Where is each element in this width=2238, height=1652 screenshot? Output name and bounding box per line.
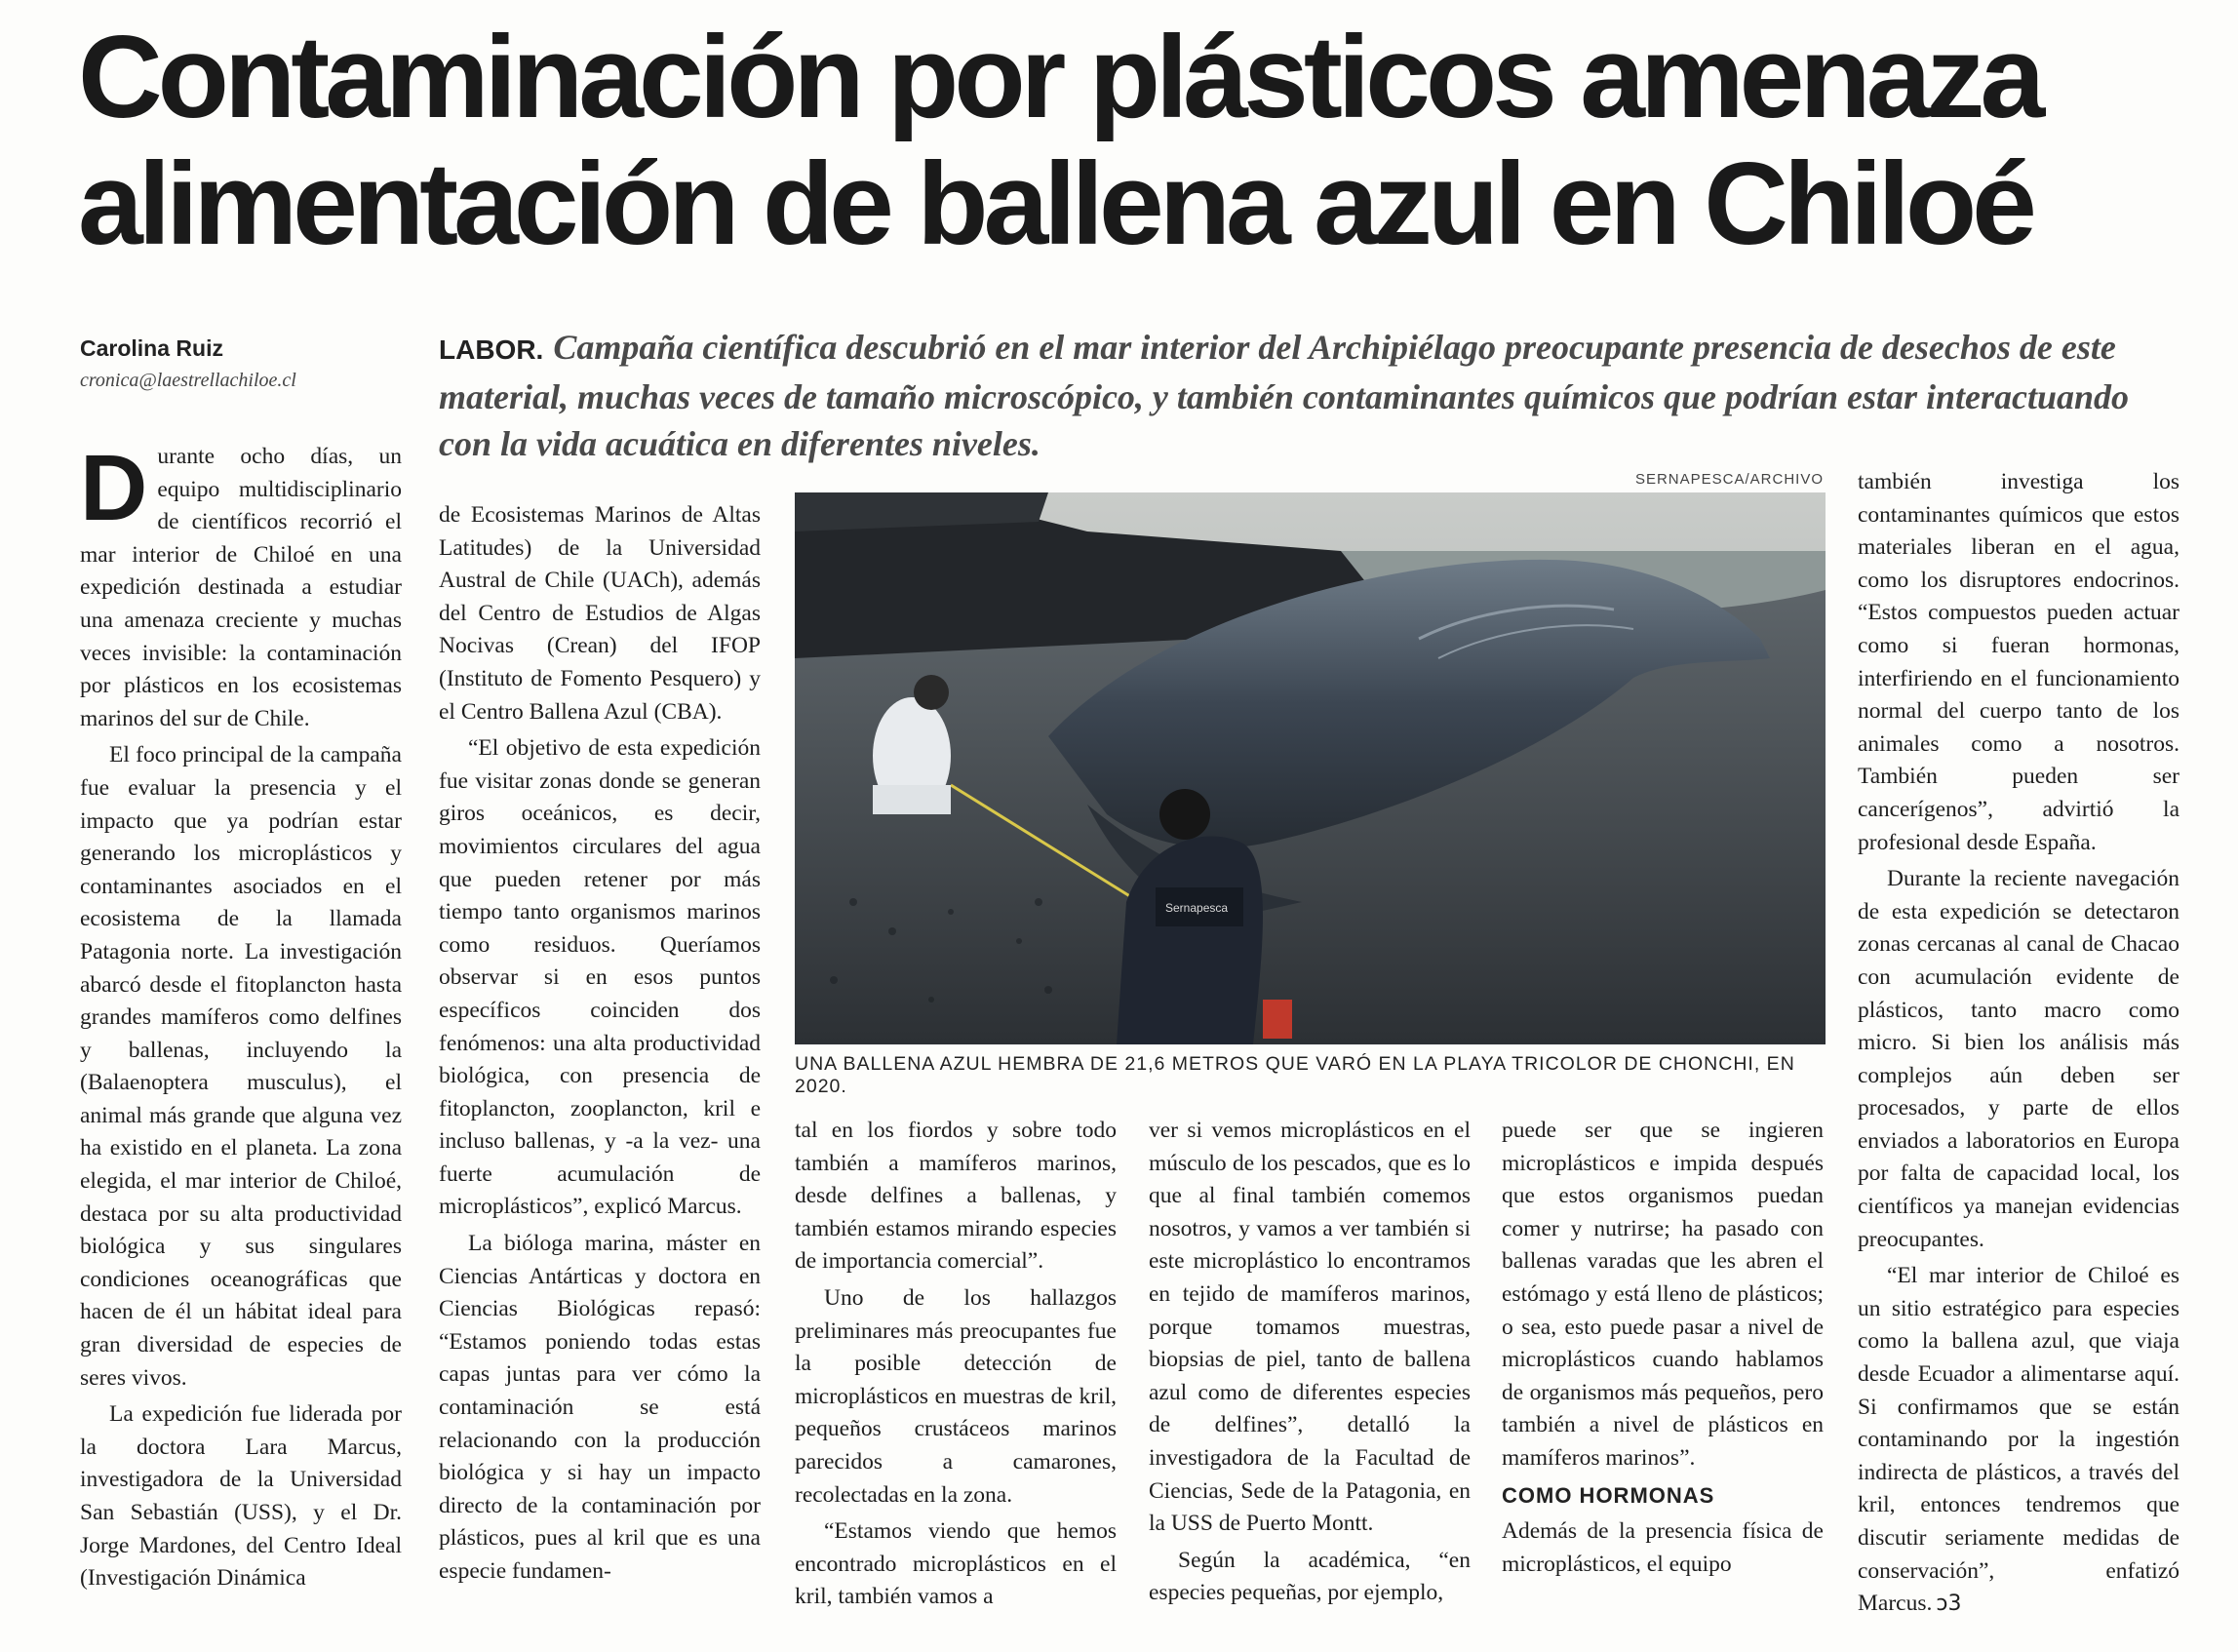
headline xyxy=(78,14,2184,267)
paragraph: urante ocho días, un equipo multidisciplinario de científicos recorrió el mar interior de Chiloé en una expedición destinada a estudiar una amenaza creciente y muchas veces invisible: la contaminación por plásticos en los ecosistemas marinos del sur de Chile. xyxy=(80,444,402,731)
whale-photo-illustration xyxy=(795,492,1826,1044)
column-1 xyxy=(80,436,402,1595)
paragraph: “Estamos viendo que hemos encontrado microplásticos en el kril, también vamos a xyxy=(795,1518,1117,1610)
column-4 xyxy=(1149,1115,1471,1610)
end-mark-icon: ↄ3 xyxy=(1936,1592,1962,1617)
subhead: COMO HORMONAS xyxy=(1502,1482,1715,1508)
deck xyxy=(439,324,2165,467)
headline-line-1: Contaminación por plásticos amenaza xyxy=(78,12,2041,142)
deck-text: Campaña científica descubrió en el mar interior del Archipiélago preocupante presencia de desechos de este material, muchas veces de tamaño microscópico, y también contaminantes químicos que podrían estar interactuando con la vida acuática en diferentes niveles. xyxy=(439,328,2130,463)
column-6 xyxy=(1858,466,2179,1621)
paragraph: La bióloga marina, máster en Ciencias Antárticas y doctora en Ciencias Biológicas repasó: “Estamos poniendo todas estas capas juntas para ver cómo la contaminación se está relacionando con la producción biológica y si hay un impacto directo de la contaminación por plásticos, pues al kril que es una especie fundamen- xyxy=(439,1231,761,1584)
paragraph: La expedición fue liderada por la doctora Lara Marcus, investigadora de la Universidad San Sebastián (USS), y el Dr. Jorge Mardones, del Centro Ideal (Investigación Dinámica xyxy=(80,1401,402,1592)
paragraph: Según la académica, “en especies pequeñas, por ejemplo, xyxy=(1149,1547,1471,1606)
column-2 xyxy=(439,499,761,1589)
paragraph: ver si vemos microplásticos en el músculo de los pescados, que es lo que al final también comemos nosotros, y vamos a ver también si este microplástico lo encontramos en tejido de mamíferos marinos, porque tomamos muestras, biopsias de piel, tanto de ballena azul como de diferentes especies de delfines”, detalló la investigadora de la Facultad de Ciencias, Sede de la Patagonia, en la USS de Puerto Montt. xyxy=(1149,1118,1471,1537)
drop-cap: D xyxy=(80,436,148,540)
headline-line-2: alimentación de ballena azul en Chiloé xyxy=(78,138,2032,269)
paragraph-final-text: “El mar interior de Chiloé es un sitio estratégico para especies como la ballena azul, que viaja desde Ecuador a alimentarse aquí. Si confirmamos que se están contaminando por la ingestión indirecta de plásticos, a través del kril, entonces tendremos que discutir seriamente medidas de conservación”, enfatizó Marcus. xyxy=(1858,1263,2179,1617)
author-email: cronica@laestrellachiloe.cl xyxy=(80,370,296,391)
paragraph: Durante la reciente navegación de esta expedición se detectaron zonas cercanas al canal de Chacao con acumulación evidente de plásticos, tanto macro como micro. Si bien los análisis más complejos aún deben ser procesados, y parte de ellos enviados a laboratorios en Europa por falta de capacidad local, los científicos ya manejan evidencias preocupantes. xyxy=(1858,866,2179,1252)
paragraph-final xyxy=(1858,1260,2179,1621)
paragraph: Uno de los hallazgos preliminares más preocupantes fue la posible detección de microplásticos en muestras de kril, pequeños crustáceos marinos parecidos a camarones, recolectadas en la zona. xyxy=(795,1284,1117,1508)
deck-kicker: LABOR. xyxy=(439,334,544,365)
column-5 xyxy=(1502,1115,1824,1581)
author-name: Carolina Ruiz xyxy=(80,335,223,361)
photo-credit: SERNAPESCA/ARCHIVO xyxy=(1634,471,1824,488)
paragraph: de Ecosistemas Marinos de Altas Latitudes) de la Universidad Austral de Chile (UACh), además del Centro de Estudios de Algas Nocivas (Crean) del IFOP (Instituto de Fomento Pesquero) y el Centro Ballena Azul (CBA). xyxy=(439,502,761,725)
paragraph: tal en los fiordos y sobre todo también a mamíferos marinos, desde delfines a ballenas, y también estamos mirando especies de importancia comercial”. xyxy=(795,1118,1117,1275)
byline xyxy=(80,335,402,392)
paragraph: El foco principal de la campaña fue evaluar la presencia y el impacto que ya podrían estar generando los microplásticos y contaminantes asociados en el ecosistema de la llamada Patagonia norte. La investigación abarcó desde el fitoplancton hasta grandes mamíferos como delfines y ballenas, incluyendo la (Balaenoptera musculus), el animal más grande que alguna vez ha existido en el planeta. La zona elegida, el mar interior de Chiloé, destaca por su alta productividad biológica y sus singulares condiciones oceanográficas que hacen de él un hábitat ideal para gran diversidad de especies de seres vivos. xyxy=(80,742,402,1391)
column-3 xyxy=(795,1115,1117,1614)
paragraph: “El objetivo de esta expedición fue visitar zonas donde se generan giros oceánicos, es decir, movimientos circulares del agua que pueden retener por más tiempo tanto organismos marinos como residuos. Queríamos observar si en esos puntos específicos coinciden dos fenómenos: una alta productividad biológica, con presencia de fitoplancton, zooplancton, kril e incluso ballenas, y -a la vez- una fuerte acumulación de microplásticos”, explicó Marcus. xyxy=(439,735,761,1220)
paragraph: también investiga los contaminantes químicos que estos materiales liberan en el agua, como los disruptores endocrinos. “Estos compuestos pueden actuar como si fueran hormonas, interfiriendo en el funcionamiento normal del cuerpo tanto de los animales como a nosotros. También pueden ser cancerígenos”, advirtió la profesional desde España. xyxy=(1858,469,2179,855)
paragraph: Además de la presencia física de microplásticos, el equipo xyxy=(1502,1518,1824,1577)
vest-logo-text: Sernapesca xyxy=(1165,901,1229,915)
photo-caption: UNA BALLENA AZUL HEMBRA DE 21,6 METROS QUE VARÓ EN LA PLAYA TRICOLOR DE CHONCHI, EN 2020. xyxy=(795,1053,1795,1097)
whale-photo xyxy=(795,492,1826,1044)
paragraph: puede ser que se ingieren microplásticos e impida después que estos organismos puedan comer y nutrirse; ha pasado con ballenas varadas que les abren el estómago y está lleno de plásticos; o sea, esto puede pasar a nivel de microplásticos cuando hablamos de organismos más pequeños, pero también a nivel de plásticos en mamíferos marinos”. xyxy=(1502,1118,1824,1471)
